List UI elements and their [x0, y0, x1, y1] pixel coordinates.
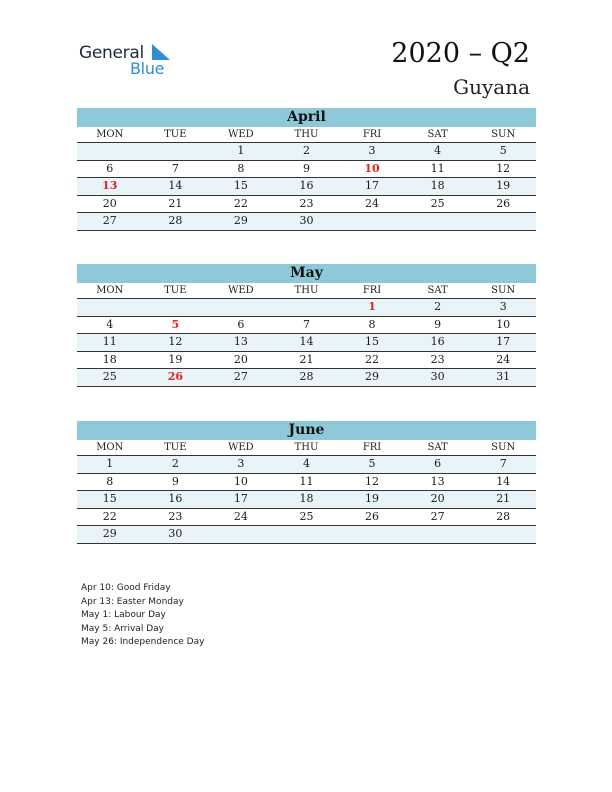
weekday-header: FRI [339, 127, 405, 143]
day-cell: 3 [470, 299, 536, 317]
day-cell: 8 [339, 316, 405, 334]
day-cell: 8 [208, 160, 274, 178]
logo-text-general: General [79, 43, 144, 63]
day-cell: 16 [405, 334, 471, 352]
day-cell: 4 [77, 316, 143, 334]
day-cell: 25 [274, 508, 340, 526]
empty-cell [143, 143, 209, 161]
weekday-header: WED [208, 283, 274, 299]
day-cell: 2 [405, 299, 471, 317]
day-cell: 24 [208, 508, 274, 526]
week-row [77, 160, 536, 178]
day-cell: 8 [77, 473, 143, 491]
weekday-header: TUE [143, 440, 209, 456]
day-cell: 26 [470, 195, 536, 213]
day-cell: 10 [208, 473, 274, 491]
weekday-header: SAT [405, 127, 471, 143]
day-cell: 6 [77, 160, 143, 178]
week-row [77, 213, 536, 231]
week-row [77, 178, 536, 196]
month-table [77, 127, 536, 231]
day-cell: 5 [143, 316, 209, 334]
weekday-header: WED [208, 440, 274, 456]
empty-cell [470, 526, 536, 544]
holiday-note: May 1: Labour Day [81, 610, 166, 620]
day-cell: 9 [405, 316, 471, 334]
day-cell: 28 [470, 508, 536, 526]
day-cell: 19 [339, 491, 405, 509]
day-cell: 3 [339, 143, 405, 161]
day-cell: 1 [339, 299, 405, 317]
day-cell: 30 [405, 369, 471, 387]
logo-text-blue: Blue [130, 59, 165, 78]
day-cell: 21 [143, 195, 209, 213]
week-row [77, 334, 536, 352]
day-cell: 29 [339, 369, 405, 387]
day-cell: 22 [339, 351, 405, 369]
day-cell: 20 [77, 195, 143, 213]
week-row [77, 508, 536, 526]
month-may [77, 264, 536, 387]
holiday-notes [81, 582, 204, 650]
day-cell: 15 [77, 491, 143, 509]
empty-cell [208, 299, 274, 317]
day-cell: 22 [77, 508, 143, 526]
weekday-header: SAT [405, 440, 471, 456]
day-cell: 20 [208, 351, 274, 369]
day-cell: 6 [405, 456, 471, 474]
month-table [77, 283, 536, 387]
day-cell: 1 [208, 143, 274, 161]
country-name: Guyana [453, 75, 530, 99]
day-cell: 27 [208, 369, 274, 387]
empty-cell [470, 213, 536, 231]
day-cell: 7 [143, 160, 209, 178]
day-cell: 5 [470, 143, 536, 161]
day-cell: 27 [405, 508, 471, 526]
day-cell: 13 [405, 473, 471, 491]
week-row [77, 299, 536, 317]
month-header: May [77, 264, 536, 283]
day-cell: 7 [274, 316, 340, 334]
day-cell: 6 [208, 316, 274, 334]
day-cell: 13 [77, 178, 143, 196]
weekday-header: MON [77, 127, 143, 143]
day-cell: 31 [470, 369, 536, 387]
day-cell: 12 [143, 334, 209, 352]
day-cell: 15 [208, 178, 274, 196]
day-cell: 14 [274, 334, 340, 352]
empty-cell [339, 213, 405, 231]
week-row [77, 526, 536, 544]
weekday-header: FRI [339, 283, 405, 299]
day-cell: 26 [143, 369, 209, 387]
month-header: April [77, 108, 536, 127]
day-cell: 20 [405, 491, 471, 509]
day-cell: 23 [405, 351, 471, 369]
day-cell: 1 [77, 456, 143, 474]
day-cell: 11 [274, 473, 340, 491]
day-cell: 17 [339, 178, 405, 196]
empty-cell [77, 299, 143, 317]
page-title: 2020 – Q2 [391, 38, 530, 69]
weekday-header: SUN [470, 440, 536, 456]
month-april [77, 108, 536, 231]
day-cell: 28 [143, 213, 209, 231]
weekday-header: MON [77, 283, 143, 299]
weekday-header: SUN [470, 283, 536, 299]
empty-cell [274, 299, 340, 317]
day-cell: 18 [274, 491, 340, 509]
day-cell: 17 [470, 334, 536, 352]
day-cell: 29 [77, 526, 143, 544]
holiday-note: May 26: Independence Day [81, 637, 205, 647]
weekday-header: THU [274, 283, 340, 299]
day-cell: 18 [405, 178, 471, 196]
day-cell: 14 [470, 473, 536, 491]
day-cell: 19 [470, 178, 536, 196]
day-cell: 23 [274, 195, 340, 213]
weekday-header: SAT [405, 283, 471, 299]
weekday-header: FRI [339, 440, 405, 456]
logo-flag-icon [152, 44, 170, 60]
day-cell: 27 [77, 213, 143, 231]
day-cell: 25 [405, 195, 471, 213]
day-cell: 19 [143, 351, 209, 369]
weekday-header: SUN [470, 127, 536, 143]
week-row [77, 351, 536, 369]
weekday-header: TUE [143, 283, 209, 299]
weekday-header: THU [274, 127, 340, 143]
day-cell: 26 [339, 508, 405, 526]
day-cell: 29 [208, 213, 274, 231]
day-cell: 2 [143, 456, 209, 474]
day-cell: 25 [77, 369, 143, 387]
day-cell: 21 [470, 491, 536, 509]
empty-cell [143, 299, 209, 317]
day-cell: 24 [339, 195, 405, 213]
empty-cell [339, 526, 405, 544]
day-cell: 22 [208, 195, 274, 213]
day-cell: 4 [405, 143, 471, 161]
day-cell: 16 [143, 491, 209, 509]
day-cell: 11 [77, 334, 143, 352]
day-cell: 13 [208, 334, 274, 352]
empty-cell [208, 526, 274, 544]
holiday-note: Apr 13: Easter Monday [81, 596, 184, 607]
weekday-header: WED [208, 127, 274, 143]
day-cell: 21 [274, 351, 340, 369]
holiday-note: May 5: Arrival Day [81, 623, 164, 634]
day-cell: 12 [470, 160, 536, 178]
day-cell: 4 [274, 456, 340, 474]
day-cell: 23 [143, 508, 209, 526]
month-header: June [77, 421, 536, 440]
week-row [77, 491, 536, 509]
holiday-note: Apr 10: Good Friday [81, 583, 171, 593]
empty-cell [405, 213, 471, 231]
day-cell: 17 [208, 491, 274, 509]
day-cell: 2 [274, 143, 340, 161]
day-cell: 10 [470, 316, 536, 334]
day-cell: 11 [405, 160, 471, 178]
empty-cell [405, 526, 471, 544]
empty-cell [77, 143, 143, 161]
empty-cell [274, 526, 340, 544]
week-row [77, 473, 536, 491]
day-cell: 9 [143, 473, 209, 491]
day-cell: 30 [143, 526, 209, 544]
day-cell: 14 [143, 178, 209, 196]
day-cell: 16 [274, 178, 340, 196]
day-cell: 30 [274, 213, 340, 231]
day-cell: 3 [208, 456, 274, 474]
weekday-header: TUE [143, 127, 209, 143]
day-cell: 12 [339, 473, 405, 491]
weekday-header: MON [77, 440, 143, 456]
day-cell: 15 [339, 334, 405, 352]
week-row [77, 369, 536, 387]
day-cell: 5 [339, 456, 405, 474]
month-june [77, 421, 536, 544]
day-cell: 28 [274, 369, 340, 387]
day-cell: 7 [470, 456, 536, 474]
month-table [77, 440, 536, 544]
day-cell: 9 [274, 160, 340, 178]
day-cell: 10 [339, 160, 405, 178]
week-row [77, 456, 536, 474]
day-cell: 18 [77, 351, 143, 369]
week-row [77, 143, 536, 161]
week-row [77, 316, 536, 334]
day-cell: 24 [470, 351, 536, 369]
week-row [77, 195, 536, 213]
weekday-header: THU [274, 440, 340, 456]
general-blue-logo [79, 41, 179, 81]
